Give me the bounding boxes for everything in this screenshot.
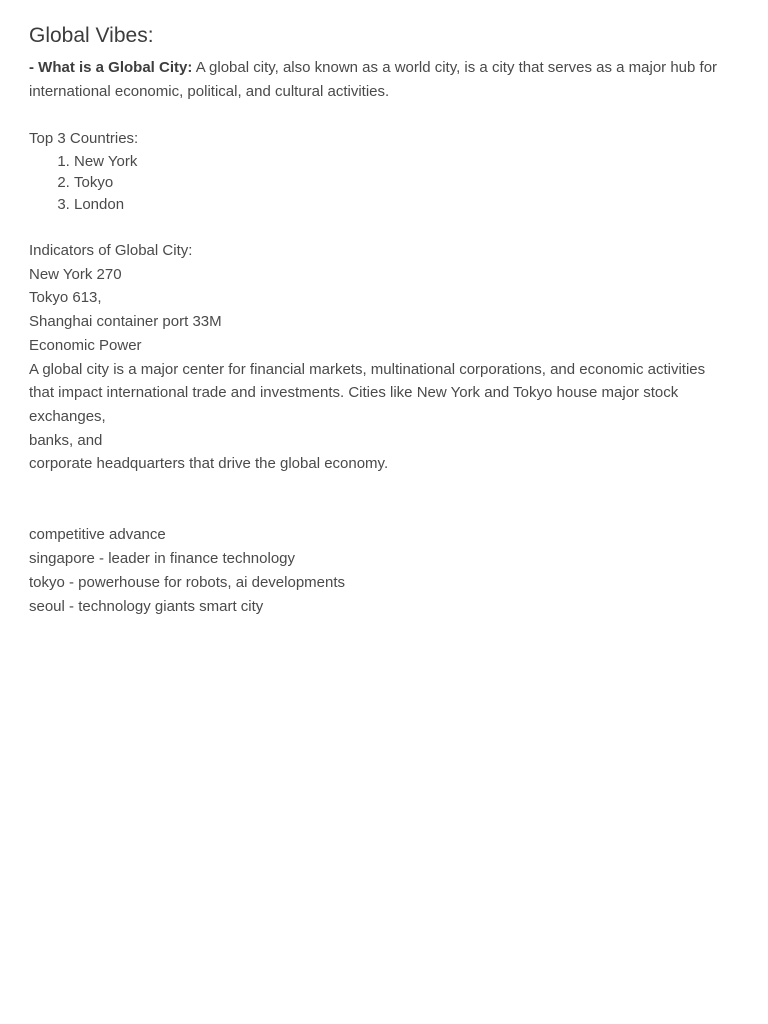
competitive-item: singapore - leader in finance technology xyxy=(29,550,296,568)
economic-line: corporate headquarters that drive the global economy. xyxy=(29,455,389,473)
economic-paragraph: A global city is a major center for financial markets, multinational corporations, and economic activities that impact international trade and investments. Cities like New York and Tokyo house major stock exchanges, xyxy=(29,360,706,425)
intro-label: - What is a Global City: xyxy=(29,59,193,76)
top-countries-heading: Top 3 Countries: xyxy=(29,130,139,148)
blank-line xyxy=(29,103,729,127)
list-item: 1. New York xyxy=(74,151,729,173)
indicator-line: New York 270 xyxy=(29,265,122,283)
competitive-item: tokyo - powerhouse for robots, ai developments xyxy=(29,573,346,591)
blank-lines xyxy=(29,476,729,523)
competitive-item: seoul - technology giants smart city xyxy=(29,597,264,615)
note-body[interactable] xyxy=(29,22,729,618)
economic-line: banks, and xyxy=(29,431,103,449)
competitive-heading: competitive advance xyxy=(29,526,166,544)
intro-text: A global city, also known as a world city, is a city that serves as a major hub for international economic, political, and cultural activities. xyxy=(29,59,718,100)
economic-heading: Economic Power xyxy=(29,336,142,354)
top-countries-list xyxy=(29,151,729,216)
list-item: 3. London xyxy=(74,194,729,216)
list-item: 2. Tokyo xyxy=(74,172,729,194)
indicator-line: Tokyo 613, xyxy=(29,289,102,307)
indicator-line: Shanghai container port 33M xyxy=(29,313,222,331)
intro-paragraph xyxy=(29,56,729,103)
blank-line xyxy=(29,215,729,239)
note-title: Global Vibes: xyxy=(29,24,154,47)
indicators-heading: Indicators of Global City: xyxy=(29,241,193,259)
